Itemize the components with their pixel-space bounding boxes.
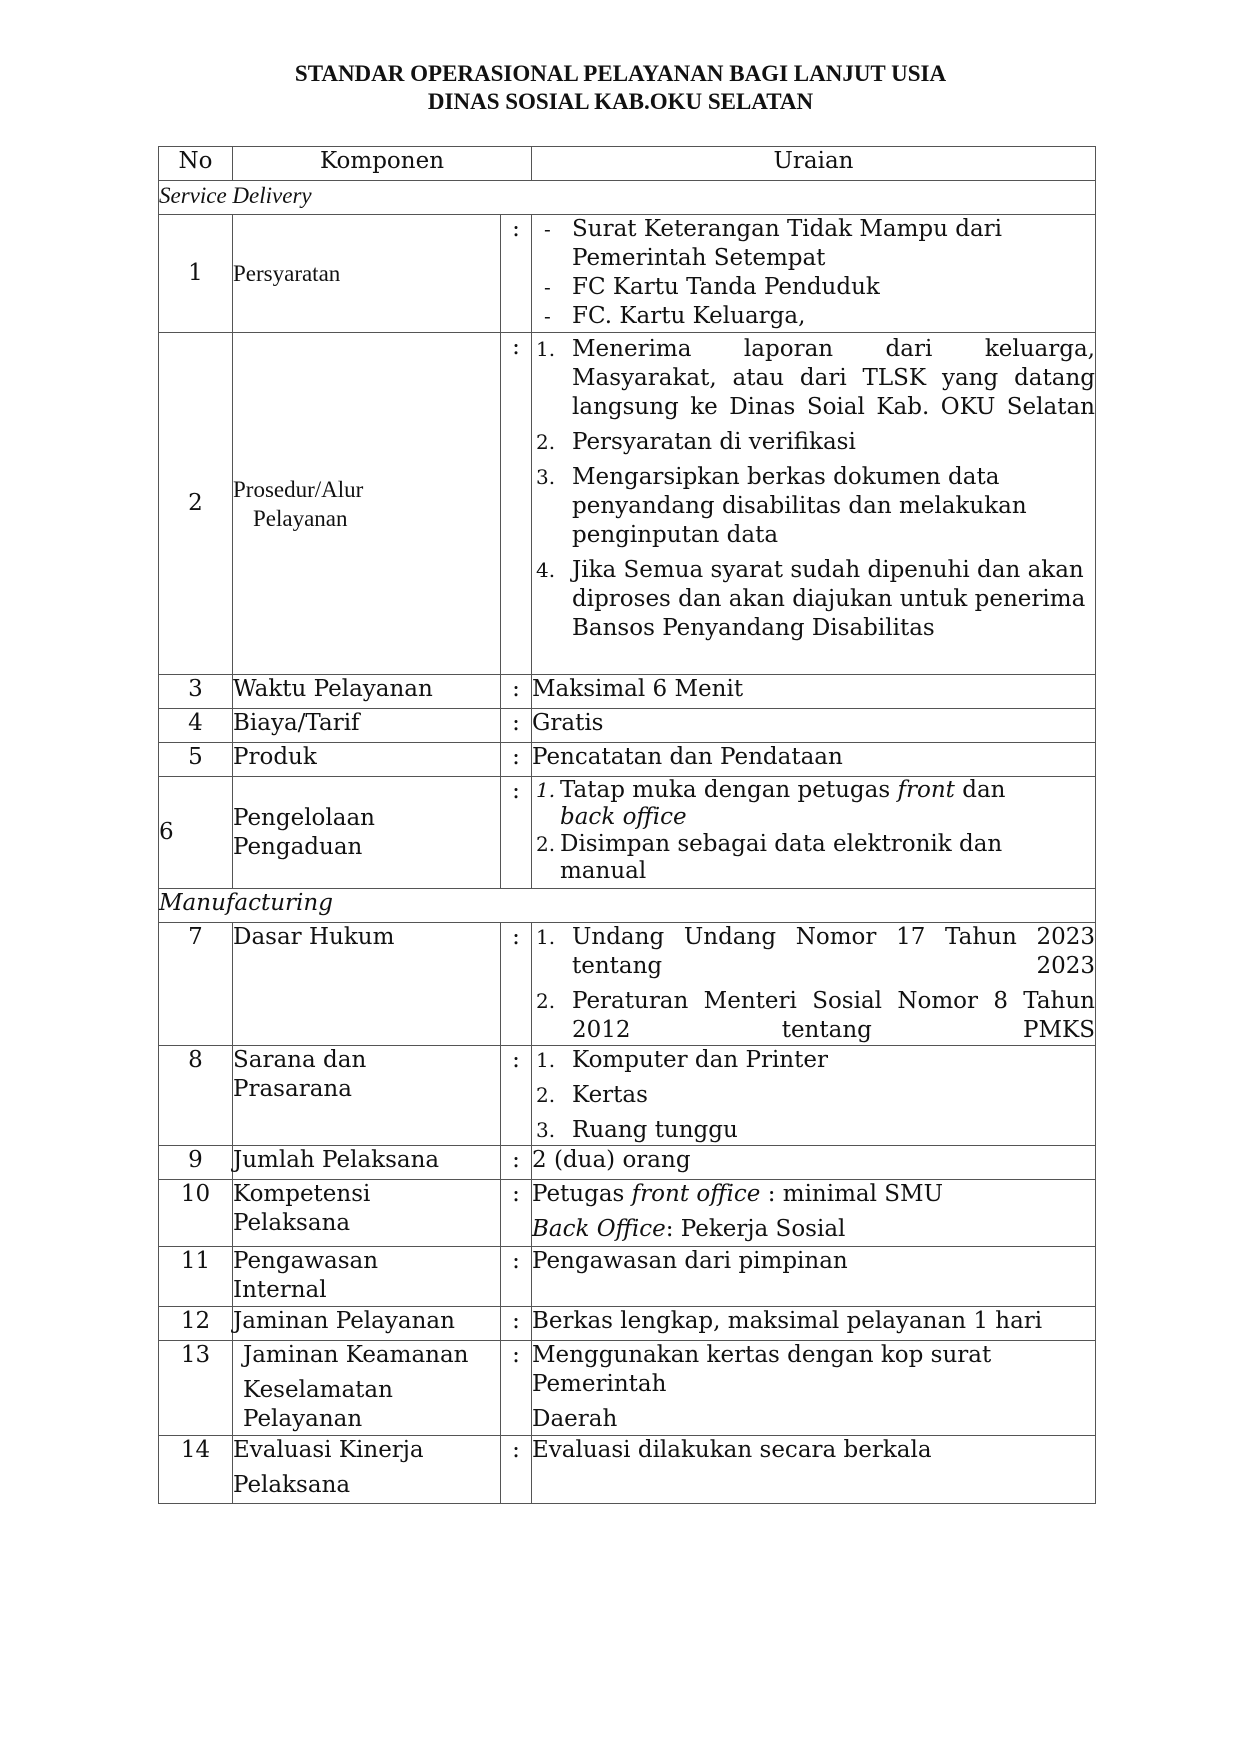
table-row <box>159 777 1096 889</box>
list-item: 2. Peraturan Menteri Sosial Nomor 8 Tahun 2012 tentang PMKS <box>536 988 1095 1043</box>
row-colon: : <box>501 743 532 777</box>
row-number: 6 <box>159 777 233 889</box>
row-colon: : <box>501 1436 532 1504</box>
row-number: 4 <box>159 709 233 743</box>
row-component: Dasar Hukum <box>233 923 501 1046</box>
row-colon: : <box>501 1046 532 1146</box>
row-component: Prosedur/Alur Pelayanan <box>233 333 501 675</box>
row-number: 12 <box>159 1307 233 1341</box>
row-description: Maksimal 6 Menit <box>532 675 1096 709</box>
row-colon: : <box>501 709 532 743</box>
table-row <box>159 743 1096 777</box>
row-colon: : <box>501 1307 532 1341</box>
list-item: - FC Kartu Tanda Penduduk <box>544 274 880 300</box>
header-no: No <box>159 147 233 181</box>
row-description <box>532 333 1096 675</box>
header-komponen: Komponen <box>233 147 532 181</box>
row-colon: : <box>501 1247 532 1307</box>
table-header-row <box>159 147 1096 181</box>
row-component: Pengawasan Internal <box>233 1247 501 1307</box>
table-row <box>159 1307 1096 1341</box>
table-row <box>159 1180 1096 1247</box>
row-number: 9 <box>159 1146 233 1180</box>
table-row <box>159 333 1096 675</box>
row-number: 13 <box>159 1341 233 1436</box>
table-row <box>159 1146 1096 1180</box>
row-component: Kompetensi Pelaksana <box>233 1180 501 1247</box>
row-number: 8 <box>159 1046 233 1146</box>
row-colon: : <box>501 1341 532 1436</box>
sop-table <box>158 146 1096 1504</box>
row-description <box>532 1046 1096 1146</box>
document-subtitle: DINAS SOSIAL KAB.OKU SELATAN <box>427 89 814 114</box>
row-description <box>532 777 1096 889</box>
row-colon: : <box>501 215 532 333</box>
list-item: 2. Disimpan sebagai data elektronik dan manual <box>536 831 1003 884</box>
row-number: 3 <box>159 675 233 709</box>
row-component: Jaminan Keamanan Keselamatan Pelayanan <box>233 1341 501 1436</box>
row-colon: : <box>501 777 532 889</box>
row-number: 5 <box>159 743 233 777</box>
list-item: 1. Menerima laporan dari keluarga, Masyarakat, atau dari TLSK yang datang langsung ke Dinas Soial Kab. OKU Selatan <box>536 336 1095 420</box>
row-component: Jumlah Pelaksana <box>233 1146 501 1180</box>
list-item: 4. Jika Semua syarat sudah dipenuhi dan akan diproses dan akan diajukan untuk penerima Bansos Penyandang Disabilitas <box>536 557 1086 641</box>
list-item: - Surat Keterangan Tidak Mampu dari Pemerintah Setempat <box>544 216 1003 271</box>
section-label: Service Delivery <box>159 181 1096 215</box>
row-colon: : <box>501 1180 532 1247</box>
row-number: 7 <box>159 923 233 1046</box>
row-number: 11 <box>159 1247 233 1307</box>
table-row <box>159 709 1096 743</box>
row-description: Pengawasan dari pimpinan <box>532 1247 1096 1307</box>
section-row-manufacturing <box>159 889 1096 923</box>
table-row <box>159 675 1096 709</box>
table-row <box>159 1046 1096 1146</box>
row-component: Sarana dan Prasarana <box>233 1046 501 1146</box>
row-colon: : <box>501 333 532 675</box>
document-title: STANDAR OPERASIONAL PELAYANAN BAGI LANJUT USIA <box>294 61 947 86</box>
row-colon: : <box>501 923 532 1046</box>
table-row <box>159 1341 1096 1436</box>
row-number: 14 <box>159 1436 233 1504</box>
row-description: Evaluasi dilakukan secara berkala <box>532 1436 1096 1504</box>
table-row <box>159 1436 1096 1504</box>
list-item: 2. Kertas <box>536 1082 648 1108</box>
row-description: Berkas lengkap, maksimal pelayanan 1 hari <box>532 1307 1096 1341</box>
row-component: Produk <box>233 743 501 777</box>
row-colon: : <box>501 675 532 709</box>
row-colon: : <box>501 1146 532 1180</box>
row-component: Biaya/Tarif <box>233 709 501 743</box>
list-item: 3. Ruang tunggu <box>536 1117 738 1143</box>
row-description: Gratis <box>532 709 1096 743</box>
row-component: Waktu Pelayanan <box>233 675 501 709</box>
row-description: Petugas front office : minimal SMU Back Office: Pekerja Sosial <box>532 1180 1096 1247</box>
row-number: 1 <box>159 215 233 333</box>
list-item: 1. Tatap muka dengan petugas front dan back office <box>536 777 1006 830</box>
row-description <box>532 215 1096 333</box>
row-component: Pengelolaan Pengaduan <box>233 777 501 889</box>
list-item: 1. Undang Undang Nomor 17 Tahun 2023 tentang 2023 <box>536 924 1095 979</box>
row-description: Menggunakan kertas dengan kop surat Pemerintah Daerah <box>532 1341 1096 1436</box>
list-item: 2. Persyaratan di verifikasi <box>536 429 856 455</box>
list-item: 3. Mengarsipkan berkas dokumen data penyandang disabilitas dan melakukan penginputan data <box>536 464 1027 548</box>
table-row <box>159 923 1096 1046</box>
table-row <box>159 1247 1096 1307</box>
row-component: Evaluasi Kinerja Pelaksana <box>233 1436 501 1504</box>
row-description <box>532 923 1096 1046</box>
section-row-service-delivery <box>159 181 1096 215</box>
row-component: Persyaratan <box>233 215 501 333</box>
list-item: 1. Komputer dan Printer <box>536 1047 828 1073</box>
list-item: - FC. Kartu Keluarga, <box>544 303 806 329</box>
header-uraian: Uraian <box>532 147 1096 181</box>
table-row <box>159 215 1096 333</box>
row-description: 2 (dua) orang <box>532 1146 1096 1180</box>
row-number: 2 <box>159 333 233 675</box>
row-description: Pencatatan dan Pendataan <box>532 743 1096 777</box>
section-label: Manufacturing <box>159 889 1096 923</box>
row-component: Jaminan Pelayanan <box>233 1307 501 1341</box>
row-number: 10 <box>159 1180 233 1247</box>
